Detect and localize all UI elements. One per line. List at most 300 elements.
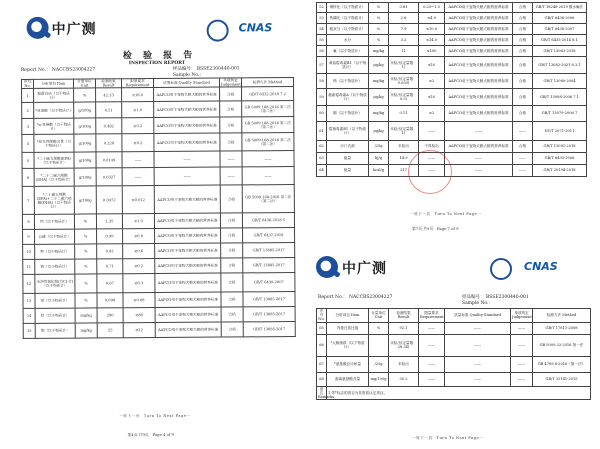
table-cell: 合格	[513, 74, 533, 89]
table-cell: ——	[419, 122, 445, 141]
sample-no-en: Sample No.：	[462, 301, 493, 306]
column-header: 质量标准 Quality Standard	[153, 78, 219, 88]
table-cell: 镉（以干物质计）	[327, 106, 369, 122]
table-cell: /25g	[369, 356, 389, 372]
table-cell: GB/T 6438-2007	[533, 24, 587, 35]
table-cell: 54	[317, 24, 327, 35]
page-header	[6, 7, 302, 43]
table-cell: ——	[511, 356, 533, 372]
table-cell: 合格	[221, 322, 243, 337]
sample-no-value: BSSE2300440-001	[485, 295, 529, 300]
table-cell: ≥0.2	[122, 134, 154, 152]
table-cell: ——	[242, 151, 294, 167]
table-row	[317, 24, 587, 35]
table-cell: 合格	[513, 89, 533, 106]
table-cell: 13	[23, 294, 35, 309]
table-cell: ≥0.08	[123, 293, 155, 308]
table-row	[317, 153, 587, 165]
table-cell: ——	[445, 122, 513, 141]
table-cell: AAFCO用于宠物犬粮犬粮的营养标准	[445, 24, 513, 35]
table-cell: g/100g	[74, 102, 96, 118]
table-row	[23, 322, 295, 339]
table-cell: 未检出	[389, 141, 419, 153]
table-row	[22, 167, 294, 187]
table-cell: /25g	[369, 141, 389, 153]
table-cell: AAFCO用于宠物犬粮犬粮的营养标准	[155, 322, 221, 337]
table-cell: 能量	[327, 153, 369, 165]
table-cell: 60	[317, 106, 327, 122]
table-cell: 30.2	[389, 372, 419, 386]
table-cell: 未检出(定量限：1)	[389, 57, 419, 74]
table-cell: *亚油酸（以干物质计）	[34, 102, 74, 118]
table-cell: 0.0327	[96, 168, 122, 186]
table-cell: %	[369, 13, 389, 24]
table-cell: GB 5009.168-2016 第二法（第二法）	[242, 101, 294, 117]
table-cell: ≥0.3	[123, 274, 155, 293]
table-cell: GB 5009.32-2016 第一法	[533, 334, 591, 356]
table-row	[317, 89, 587, 106]
table-cell: GB/T 32141-2015	[533, 372, 591, 386]
table-cell: AAFCO用于宠物犬粮犬粮的营养标准	[155, 273, 221, 292]
table-cell: 0.11	[389, 106, 419, 122]
table-cell: 7.9	[389, 24, 419, 35]
table-cell: 25	[97, 323, 123, 338]
table-cell: GB/T 13080-2004	[533, 74, 587, 89]
table-cell: 水溶性氯化物(以Cl-计)（以干物质计）	[35, 274, 75, 293]
table-cell: 总磷（以干物质计）	[35, 229, 75, 244]
column-header: 计量单位 Unit	[369, 309, 389, 323]
table-cell: 92.1	[389, 322, 419, 334]
table-cell: 52	[317, 3, 327, 13]
table-cell: 59	[317, 89, 327, 106]
remarks-row	[317, 386, 591, 400]
table-cell: %	[75, 259, 97, 274]
table-cell: ≥0.2	[123, 259, 155, 274]
table-row	[317, 57, 587, 74]
table-cell: 未检出(定量限：28.34)	[389, 334, 419, 356]
table-row	[317, 13, 587, 24]
table-cell: 14	[23, 309, 35, 324]
table-cell: ——	[445, 372, 511, 386]
table-cell: AAFCO用于宠物犬粮犬粮的营养标准	[445, 13, 513, 24]
table-cell: ——	[419, 165, 445, 177]
column-header: 检测方法 Method	[533, 309, 591, 323]
table-cell: 0.0472	[96, 186, 122, 214]
table-cell: 合格	[513, 46, 533, 57]
report-no-label: Report No.：	[20, 67, 51, 73]
table-cell: 合格	[513, 24, 533, 35]
table-cell: 57	[317, 57, 327, 74]
table-cell: g/100g	[74, 118, 96, 134]
table-cell: ——	[511, 334, 533, 356]
page-number: 第4页 共9页 Page 4 of 9	[127, 431, 174, 438]
table-cell: AAFCO用于宠物犬粮犬粮的营养标准	[155, 307, 221, 322]
table-cell: GB/T 18246-2019 酸水解法	[533, 3, 587, 13]
table-cell: 合格	[220, 87, 242, 101]
table-cell: 合格	[220, 213, 242, 228]
table-cell: 0.99	[97, 229, 123, 244]
table-cell: 合格	[220, 133, 242, 151]
table-row	[317, 46, 587, 57]
table-cell: ——	[513, 165, 533, 177]
table-cell: 合格	[221, 307, 243, 322]
table-cell: GB/T 13088-2006 7.1	[533, 89, 587, 106]
table-cell: AAFCO用于宠物犬粮犬粮的营养标准	[155, 292, 221, 307]
table-cell: 未检出(定量限：0.5)	[389, 89, 419, 106]
table-cell: 2.6	[389, 13, 419, 24]
report-no-label: Report No.：	[318, 295, 348, 300]
table-cell: AAFCO用于宠物犬粮犬粮的营养标准	[154, 101, 220, 117]
brand-name: 中广测	[51, 21, 97, 38]
table-cell: GB/T 6439-2007	[243, 273, 295, 292]
table-cell: *二十碳五烯酸(EPA)（以干物质计）	[34, 152, 74, 168]
table-cell: ——	[220, 151, 242, 167]
table-cell: %	[75, 244, 97, 259]
cnas-logo: CNAS	[238, 21, 273, 35]
table-cell: AAFCO用于宠物犬粮犬粮的营养标准	[154, 87, 220, 101]
column-header: 检测方法 Method	[241, 78, 293, 88]
table-cell: 合格	[220, 117, 242, 133]
report-page-7	[312, 0, 594, 238]
table-cell: AAFCO用于宠物犬粮犬粮的营养标准	[154, 117, 220, 133]
table-cell: ——	[445, 165, 513, 177]
table-cell: 15	[23, 324, 35, 339]
column-header: 质量标准 Quality Standard	[445, 309, 511, 323]
table-cell: 11	[389, 46, 419, 57]
table-cell: 4	[22, 135, 34, 153]
table-cell	[369, 334, 389, 356]
table-cell: 肉蛋白质比值	[327, 322, 369, 334]
table-cell: 53	[317, 13, 327, 24]
table-cell: 镁（以干物质计）	[35, 293, 75, 308]
report-no-row	[318, 294, 392, 300]
table-cell: ——	[513, 153, 533, 165]
report-no-value: NACCBS23004227	[348, 295, 393, 300]
table-cell: 64	[317, 165, 327, 177]
table-row	[317, 356, 591, 372]
table-cell: GB/T 6436-2006	[533, 13, 587, 24]
column-header: 单项判定 Judgement	[511, 309, 533, 323]
column-header: 限量要求 Requirement	[121, 79, 153, 89]
report-page-9	[312, 252, 596, 448]
page-number: 第7页 共9页 Page 7 of 9	[412, 226, 459, 231]
table-row	[317, 3, 587, 13]
table-cell: 合格	[220, 185, 242, 213]
red-seal-stamp	[408, 150, 452, 194]
table-cell: %	[75, 274, 97, 293]
column-header: 计量单位 Unit	[73, 79, 95, 89]
table-cell: ≤2	[419, 106, 445, 122]
table-cell: 0.098	[97, 293, 123, 308]
table-cell: %	[74, 88, 96, 102]
table-cell: 水分	[327, 35, 369, 46]
table-cell: mg/kg	[369, 46, 389, 57]
table-cell: 0.67	[97, 274, 123, 293]
table-cell: 未检出	[389, 356, 419, 372]
table-cell: 铬（以干物质计）	[327, 74, 369, 89]
table-cell: mg/kg	[369, 106, 389, 122]
table-cell: ——	[419, 334, 445, 356]
table-cell: GB/T 13885-2017	[243, 292, 295, 307]
table-row	[317, 322, 591, 334]
table-cell: GB 4789.6-2016（第一法）	[533, 356, 591, 372]
table-cell: 2	[22, 103, 34, 119]
table-cell: GB/T 17811-2008	[533, 322, 591, 334]
table-cell: ≥0.6	[123, 244, 155, 259]
table-cell: ≤10.0	[419, 24, 445, 35]
table-row	[22, 133, 294, 153]
table-cell: *大肠菌群（以干物质计）	[327, 334, 369, 356]
table-cell: AAFCO用于宠物犬粮犬粮的营养标准	[445, 74, 513, 89]
table-cell: 1	[22, 89, 34, 103]
table-cell: %	[75, 229, 97, 244]
table-cell: ——	[154, 167, 220, 185]
sample-no-label: 样品编号：	[172, 66, 196, 72]
table-cell: ≥0.2	[122, 118, 154, 134]
table-cell: μg/kg	[369, 89, 389, 106]
table-cell: 沙门氏菌	[327, 141, 369, 153]
table-row	[317, 35, 587, 46]
table-cell: 14.9	[389, 153, 419, 165]
continue-note: 一转下一页 Turn To Next Page一	[119, 413, 191, 419]
inspection-table	[316, 308, 591, 400]
table-cell: 9	[23, 230, 35, 245]
table-cell: 61	[317, 122, 327, 141]
table-cell: ≤4.0	[419, 13, 445, 24]
table-cell: GB/T 13079-2006 7	[533, 106, 587, 122]
table-cell: 能量	[327, 165, 369, 177]
table-cell: GB/T 20194-2018	[533, 165, 587, 177]
remarks-text: 1.带*标志的项目为非资质认定项目。	[327, 386, 591, 400]
table-cell: 黄曲霉毒素B1（以干物质计）	[327, 57, 369, 74]
table-cell: %	[74, 214, 96, 229]
table-cell: g/100g	[74, 186, 96, 214]
table-row	[317, 74, 587, 89]
table-cell: 66	[317, 334, 327, 356]
table-cell: GB/T 6432-2018 7.2	[242, 87, 294, 101]
cnas-logo: CNAS	[524, 260, 558, 273]
report-title-en: INSPECTION REPORT	[128, 60, 186, 67]
table-cell: GB/T 13885-2017	[243, 243, 295, 258]
table-cell: 游离氨基酸含量	[327, 372, 369, 386]
table-row	[22, 117, 294, 135]
sample-no-value: BSSE2300440-001	[196, 66, 240, 72]
table-cell: 55	[317, 35, 327, 46]
column-header: 检测结果 Result	[95, 79, 121, 89]
table-cell: 合格	[513, 3, 533, 13]
table-cell: ≤14.0	[419, 35, 445, 46]
table-cell: ≥0.012	[122, 186, 154, 214]
table-cell: 56	[317, 46, 327, 57]
table-cell: 10	[23, 245, 35, 260]
table-cell: mg/kg	[369, 74, 389, 89]
table-cell: AAFCO用于宠物犬粮犬粮的营养标准	[445, 141, 513, 153]
table-cell: 铜（以干物质计）	[35, 323, 75, 338]
report-title: 检 验 报 告	[122, 50, 197, 62]
table-cell: *二十二碳六烯酸(DHA)（以干物质计）	[34, 168, 74, 186]
table-cell: ≤10	[419, 57, 445, 74]
table-cell: 合格	[221, 243, 243, 258]
table-cell: μg/kg	[369, 57, 389, 74]
table-cell: AAFCO用于宠物犬粮犬粮的营养标准	[445, 3, 513, 13]
table-cell: 赭曲霉毒素A（以干物质计）	[327, 89, 369, 106]
table-cell: 3	[22, 119, 34, 135]
table-cell: g/100g	[74, 168, 96, 186]
table-cell: 3.2	[389, 35, 419, 46]
table-cell: *氨基酸总计和量	[327, 356, 369, 372]
table-cell: ≤2	[419, 74, 445, 89]
table-cell: *二十碳五烯酸(EPA)+二十二碳六烯酸(DHA)（以干物质计）	[34, 186, 74, 214]
continue-note: 一转下一页 Turn To Next Page一	[412, 436, 484, 440]
table-cell: GB 5009.168-2016 第二法（第二法）	[242, 185, 294, 213]
report-no-row	[21, 66, 95, 73]
table-cell: ≥16.0	[122, 88, 154, 102]
table-cell: 0.0149	[96, 152, 122, 168]
table-cell: 未检出(定量限：0.050)	[389, 74, 419, 89]
table-cell: AAFCO用于宠物犬粮犬粮的营养标准	[445, 89, 513, 106]
table-cell: ——	[122, 168, 154, 186]
table-cell: ——	[513, 122, 533, 141]
table-cell: 1.35	[96, 214, 122, 229]
ilac-mra-badge-icon	[207, 19, 229, 41]
table-cell: ——	[445, 153, 513, 165]
page-header	[312, 252, 596, 286]
table-cell: AAFCO用于宠物犬粮犬粮的营养标准	[445, 46, 513, 57]
table-cell: 合格	[221, 258, 243, 273]
table-cell: 合格	[513, 35, 533, 46]
table-cell: kcal/g	[369, 165, 389, 177]
table-row	[22, 151, 294, 169]
table-cell: GB/T 6435-2014 8.1	[533, 35, 587, 46]
table-cell: 58	[317, 74, 327, 89]
table-cell: 钾（以干物质计）	[35, 244, 75, 259]
table-cell: AAFCO用于宠物犬粮犬粮的营养标准	[445, 106, 513, 122]
report-page-4	[6, 7, 305, 445]
table-cell: 68	[317, 372, 327, 386]
table-cell: ≤100	[419, 46, 445, 57]
table-cell: GB/T 6437-2018	[243, 228, 295, 243]
table-cell: kJ/g	[369, 153, 389, 165]
table-cell: 0.228	[96, 134, 122, 152]
sample-no-label: 样品编号：	[462, 295, 485, 300]
table-cell: 62	[317, 141, 327, 153]
table-cell: 铁（以干物质计）	[35, 308, 75, 323]
table-cell: 合格	[513, 141, 533, 153]
table-cell: %	[369, 322, 389, 334]
table-cell: GB/T 13885-2017	[243, 258, 295, 273]
table-cell: 钠（以干物质计）	[35, 259, 75, 274]
table-row	[317, 372, 591, 386]
table-cell: GB/T 13083-2018	[533, 46, 587, 57]
table-cell: GB/T 6436-2018 5	[242, 213, 294, 228]
table-cell: 合格	[221, 228, 243, 243]
table-cell: 5	[22, 153, 34, 169]
continue-note: 一转下一页 Turn To Next Page一	[410, 212, 482, 216]
table-cell: 4.51	[96, 102, 122, 118]
table-cell: 合格	[220, 101, 242, 117]
table-cell: ——	[122, 152, 154, 168]
table-cell: mg/100g	[369, 372, 389, 386]
table-cell: μg/kg	[369, 122, 389, 141]
table-cell: 290	[97, 308, 123, 323]
table-cell: 12	[23, 275, 35, 294]
table-row	[317, 106, 587, 122]
table-cell: 不得检出	[419, 141, 445, 153]
table-row	[23, 273, 295, 294]
sample-no-en: Sample No.：	[172, 72, 204, 78]
table-cell: GB/T 13091-2018	[533, 141, 587, 153]
table-cell: GB/T 13885-2017	[243, 322, 295, 337]
table-cell: %	[75, 293, 97, 308]
table-cell: 0.82	[97, 244, 123, 259]
table-cell: 8	[22, 215, 34, 230]
table-cell: GB/T 6433-2006	[533, 153, 587, 165]
table-cell: 粗蛋白质（以干物质计）	[34, 88, 74, 102]
table-cell: %	[369, 3, 389, 13]
table-row	[22, 101, 294, 119]
table-cell: 0.71	[97, 259, 123, 274]
table-cell: 0.61	[389, 3, 419, 13]
table-cell: 67	[317, 356, 327, 372]
table-cell: ≥1.0	[122, 102, 154, 118]
table-cell: 42.13	[96, 88, 122, 102]
table-row	[22, 185, 294, 215]
table-cell: ——	[419, 372, 445, 386]
table-cell: 未检出(定量限：1)	[389, 122, 419, 141]
table-cell: GB/T 13885-2017	[243, 307, 295, 322]
table-cell: 霉菌毒素B1（以干物质计）	[327, 122, 369, 141]
table-cell: ——	[511, 372, 533, 386]
table-cell: 6	[22, 169, 34, 187]
brand-name: 中广测	[342, 261, 387, 277]
table-row	[317, 122, 587, 141]
table-cell: g/100g	[74, 134, 96, 152]
inspection-table	[316, 2, 587, 177]
table-cell: 65	[317, 322, 327, 334]
table-cell: *α-亚麻酸（以干物质计）	[34, 118, 74, 134]
table-cell: 钙（以干物质计）	[34, 214, 74, 229]
table-row	[317, 141, 587, 153]
table-cell: ≥1.0	[122, 214, 154, 229]
table-cell: 7	[22, 187, 34, 215]
ilac-mra-badge-icon	[490, 258, 512, 280]
remarks-label: 备注 Remarks	[318, 386, 335, 400]
table-cell: ≥80	[123, 308, 155, 323]
table-cell: 317	[389, 165, 419, 177]
table-cell: 合格	[513, 106, 533, 122]
table-cell: 合格	[513, 13, 533, 24]
inspection-table	[21, 77, 296, 339]
table-cell: ——	[445, 322, 511, 334]
column-header: 序号 No.	[318, 309, 325, 322]
table-cell: AAFCO用于宠物犬粮犬粮的营养标准	[154, 185, 220, 213]
table-cell: GB 5009.168-2016 第二法（第二法）	[242, 133, 294, 151]
table-cell: AAFCO用于宠物犬粮犬粮的营养标准	[445, 35, 513, 46]
table-cell: AAFCO用于宠物犬粮犬粮的营养标准	[155, 243, 221, 258]
table-cell: GB 5009.168-2016 第二法（第二法）	[242, 117, 294, 133]
table-cell: ——	[419, 356, 445, 372]
table-cell: 合格	[221, 273, 243, 292]
table-cell: ——	[154, 151, 220, 167]
table-cell: *花生四烯酸含量（以干物质计）	[34, 134, 74, 152]
table-cell: ——	[419, 153, 445, 165]
table-cell: ——	[242, 167, 294, 185]
table-cell: mg/kg	[75, 308, 97, 323]
table-cell: %	[369, 24, 389, 35]
table-cell: 0.482	[96, 118, 122, 134]
table-cell: AAFCO用于宠物犬粮犬粮的营养标准	[154, 133, 220, 151]
table-cell: 钙磷比（以干物质计）	[327, 13, 369, 24]
